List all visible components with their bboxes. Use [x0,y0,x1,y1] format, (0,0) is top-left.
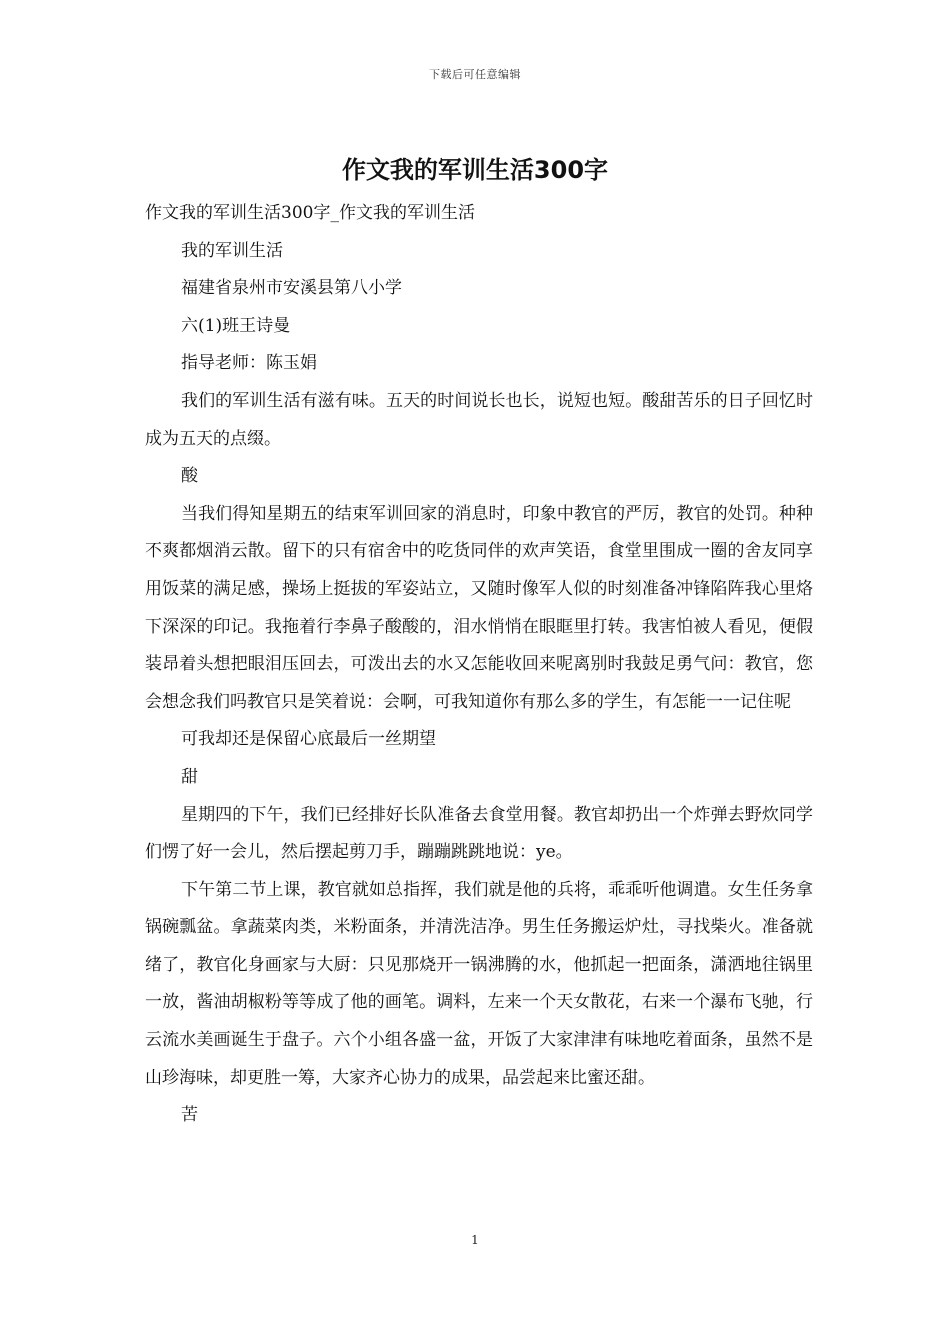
hope-paragraph: 可我却还是保留心底最后一丝期望 [181,729,436,750]
author-class-name: 六(1)班王诗曼 [181,315,291,336]
document-title: 作文我的军训生活300字 [341,156,609,184]
document-body [145,195,813,1135]
section-heading-bitter: 苦 [181,1105,198,1126]
instructor-line: 指导老师：陈玉娟 [181,353,317,374]
sweet-paragraph-2: 下午第二节上课，教官就如总指挥，我们就是他的兵将，乖乖听他调遣。女生任务拿锅碗瓢盆。拿蔬菜肉类，米粉面条，并清洗洁净。男生任务搬运炉灶，寻找柴火。准备就绪了，教官化身画家与大厨：只见那烧开一锅沸腾的水，他抓起一把面条，潇洒地往锅里一放，酱油胡椒粉等等成了他的画笔。调料，左来一个天女散花，右来一个瀑布飞驰，行云流水美画诞生于盘子。六个小组各盛一盆，开饭了大家津津有味地吃着面条，虽然不是山珍海味，却更胜一筹，大家齐心协力的成果，品尝起来比蜜还甜。 [145,879,813,1088]
page-header-note: 下载后可任意编辑 [429,68,521,81]
author-school: 福建省泉州市安溪县第八小学 [181,278,402,299]
sweet-paragraph-1: 星期四的下午，我们已经排好长队准备去食堂用餐。教官却扔出一个炸弹去野炊同学们愣了好一会儿，然后摆起剪刀手，蹦蹦跳跳地说：ye。 [145,804,813,863]
intro-paragraph: 我们的军训生活有滋有味。五天的时间说长也长，说短也短。酸甜苦乐的日子回忆时成为五天的点缀。 [145,390,813,449]
page-number: 1 [471,1233,479,1247]
section-heading-sweet: 甜 [181,766,198,787]
document-subtitle: 作文我的军训生活300字_作文我的军训生活 [145,203,475,223]
sour-paragraph: 当我们得知星期五的结束军训回家的消息时，印象中教官的严厉，教官的处罚。种种不爽都烟消云散。留下的只有宿舍中的吃货同伴的欢声笑语，食堂里围成一圈的舍友同享用饭菜的满足感，操场上挺拔的军姿站立，又随时像军人似的时刻准备冲锋陷阵我心里烙下深深的印记。我拖着行李鼻子酸酸的，泪水悄悄在眼眶里打转。我害怕被人看见，便假装昂着头想把眼泪压回去，可泼出去的水又怎能收回来呢离别时我鼓足勇气问：教官，您会想念我们吗教官只是笑着说：会啊，可我知道你有那么多的学生，有怎能一一记住呢 [145,503,813,712]
section-heading-sour: 酸 [181,466,198,487]
essay-heading: 我的军训生活 [181,240,283,261]
